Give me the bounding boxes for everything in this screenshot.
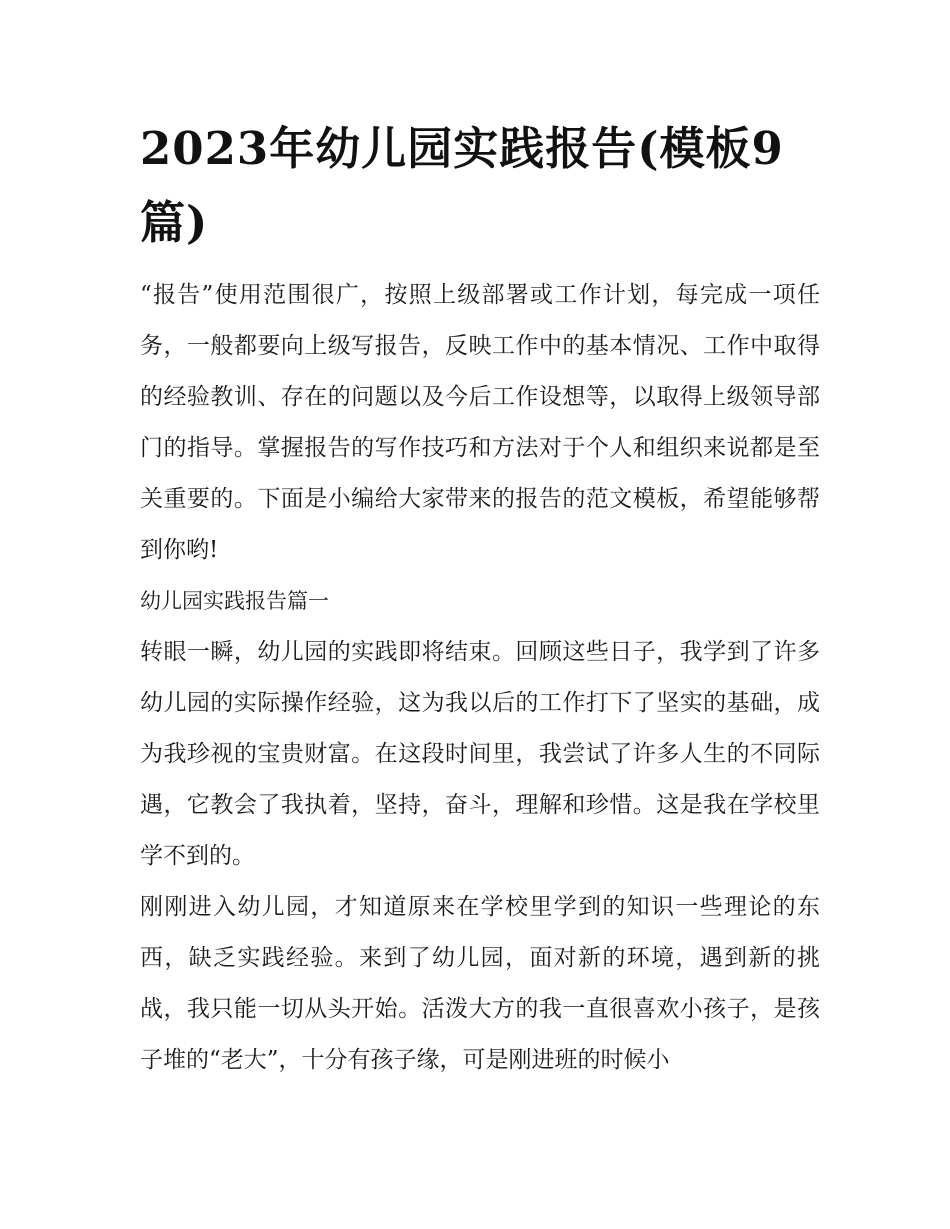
intro-paragraph: “报告”使用范围很广，按照上级部署或工作计划，每完成一项任务，一般都要向上级写报告，反映工作中的基本情况、工作中取得的经验教训、存在的问题以及今后工作设想等，以取得上级领导部门的指导。掌握报告的写作技巧和方法对于个人和组织来说都是至关重要的。下面是小编给大家带来的报告的范文模板，希望能够帮到你哟! (140, 282, 820, 563)
document-title: 2023年幼儿园实践报告(模板9篇) (140, 122, 784, 249)
document-content (140, 112, 820, 1086)
body-paragraph-1: 转眼一瞬，幼儿园的实践即将结束。回顾这些日子，我学到了许多幼儿园的实际操作经验，这为我以后的工作打下了坚实的基础，成为我珍视的宝贵财富。在这段时间里，我尝试了许多人生的不同际遇，它教会了我执着，坚持，奋斗，理解和珍惜。这是我在学校里学不到的。 (140, 639, 820, 869)
body-paragraph-2: 刚刚进入幼儿园，才知道原来在学校里学到的知识一些理论的东西，缺乏实践经验。来到了幼儿园，面对新的环境，遇到新的挑战，我只能一切从头开始。活泼大方的我一直很喜欢小孩子，是孩子堆的“老大”，十分有孩子缘，可是刚进班的时候小 (140, 894, 820, 1073)
document-body (140, 270, 820, 1086)
section-heading: 幼儿园实践报告篇一 (140, 589, 329, 613)
